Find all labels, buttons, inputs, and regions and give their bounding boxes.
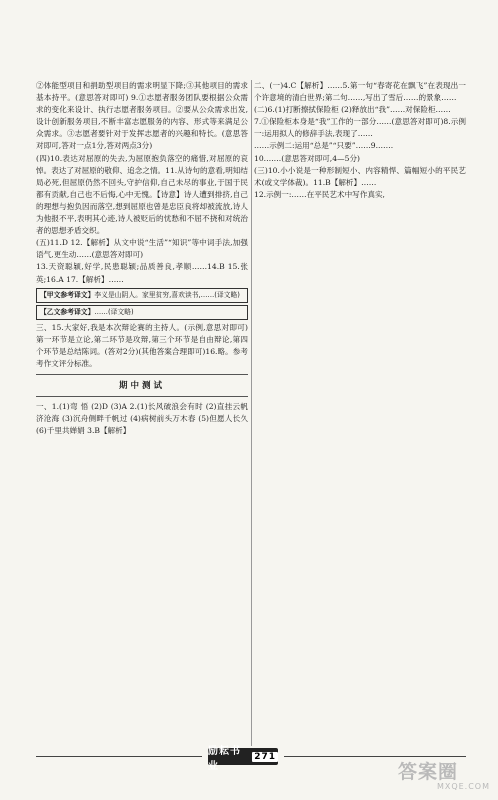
translation-box-text: ……(译文略) [94, 307, 134, 316]
answer-paragraph: 7.①保险柜本身是“我”工作的一部分……(意思答对即可)8.示例一:运用拟人的修辞手法,表现了…… [254, 117, 466, 139]
answer-paragraph: 10.……(意思答对即可,4—5分) [254, 153, 361, 163]
publisher-logo [208, 745, 278, 772]
answer-paragraph: ……示例二:运用“总是”“只要”……9.…… [254, 141, 394, 151]
right-column [254, 80, 466, 201]
answer-paragraph: (三)10.小小说是一种形制短小、内容精悍、篇幅短小的平民艺术(或文学体裁)。11.B【解析】…… [254, 165, 466, 187]
answer-paragraph: 12.示例一:……在平民艺术中写作真实, [254, 189, 385, 199]
answer-paragraph: (二)6.(1)打断擦拭保险柜 (2)释放出“我”……对保险柜…… [254, 105, 451, 115]
translation-box-title: 【甲文参考译文】 [40, 290, 95, 299]
answer-paragraph: 一、1.(1)弯 悟 (2)D (3)A 2.(1)长风破浪会有时 (2)直挂云帆济沧海 (3)沉舟侧畔千帆过 (4)病树前头万木春 (5)但愿人长久 (6)千里共婵娟 3.B【解析】 [36, 402, 248, 436]
answer-paragraph: 三、15.大家好,我是本次辩论赛的主持人。(示例,意思对即可)第一环节是立论,第二环节是攻辩,第三个环节是自由辩论,第四个环节是总结陈词。(答对2分)(其他答案合理即可)16.略。参考考作文评分标准。 [36, 322, 248, 368]
translation-box [36, 288, 248, 303]
footer-rule-left [36, 756, 202, 757]
footer-rule-right [284, 756, 466, 757]
watermark-url: MXQE.COM [436, 782, 490, 791]
answer-paragraph: ②体能型项目和捐助型项目的需求明显下降;③其他项目的需求基本持平。(意思答对即可) 9.①志愿者服务团队要根据公众需求的变化来设计、执行志愿者服务项目。②要从公众需求出发,设计创新服务项目,不断丰富志愿服务的内容、形式等来满足公众需求。③志愿者要针对于发挥志愿者的兴趣和特长。(意思答对即可,答对一点1分,答对两点3分) [36, 81, 248, 151]
page-number: 271 [254, 751, 276, 762]
section-divider [36, 374, 248, 375]
midterm-title: 期中测试 [118, 380, 165, 391]
site-watermark [398, 762, 490, 796]
translation-box [36, 305, 248, 320]
watermark-logo-text: 答案圈 [398, 761, 459, 783]
answer-paragraph: (五)11.D 12.【解析】从文中说“生活”“知识”等中词手法,加强语气,更生动……(意思答对即可) [36, 238, 248, 260]
answer-paragraph: 13.天资聪颖,好学,民患聪颖;品质善良,孝顺……14.B 15.张英;16.A 17.【解析】…… [36, 262, 248, 284]
column-divider [251, 80, 252, 746]
answer-paragraph: 二、(一)4.C【解析】……5.第一句“春寄花在飘飞”在表现出一个许意境的清白世界;第二句……,写出了雪后……的景象…… [254, 81, 466, 103]
brand-name: 励耘书业 [208, 745, 241, 772]
section-divider [36, 396, 248, 397]
answer-paragraph: (四)10.表达对屈原的失去,为屈原抱负落空的痛惜,对屈原的哀悼。表达了对屈原的敬仰、追念之情。11.从诗句的意看,明知结局必死,但屈原仍然不回头,守护信仰,自己未尽的事业,于国于民都有贡献,自己也不后悔,心中无愧。【诗意】诗人遭到排挤,自己的理想与抱负因而落空,想到屈原也曾是忠臣良将却被流放,诗人为他报不平,表明其心迹,诗人被贬后的忧愁和不屈不挠和对统治者的思想矛盾交织。 [36, 153, 248, 236]
left-column [36, 80, 248, 437]
translation-box-title: 【乙文参考译文】 [40, 307, 95, 316]
translation-box-text: 李义是山阴人。家里贫穷,喜欢读书,……(译文略) [94, 290, 240, 299]
